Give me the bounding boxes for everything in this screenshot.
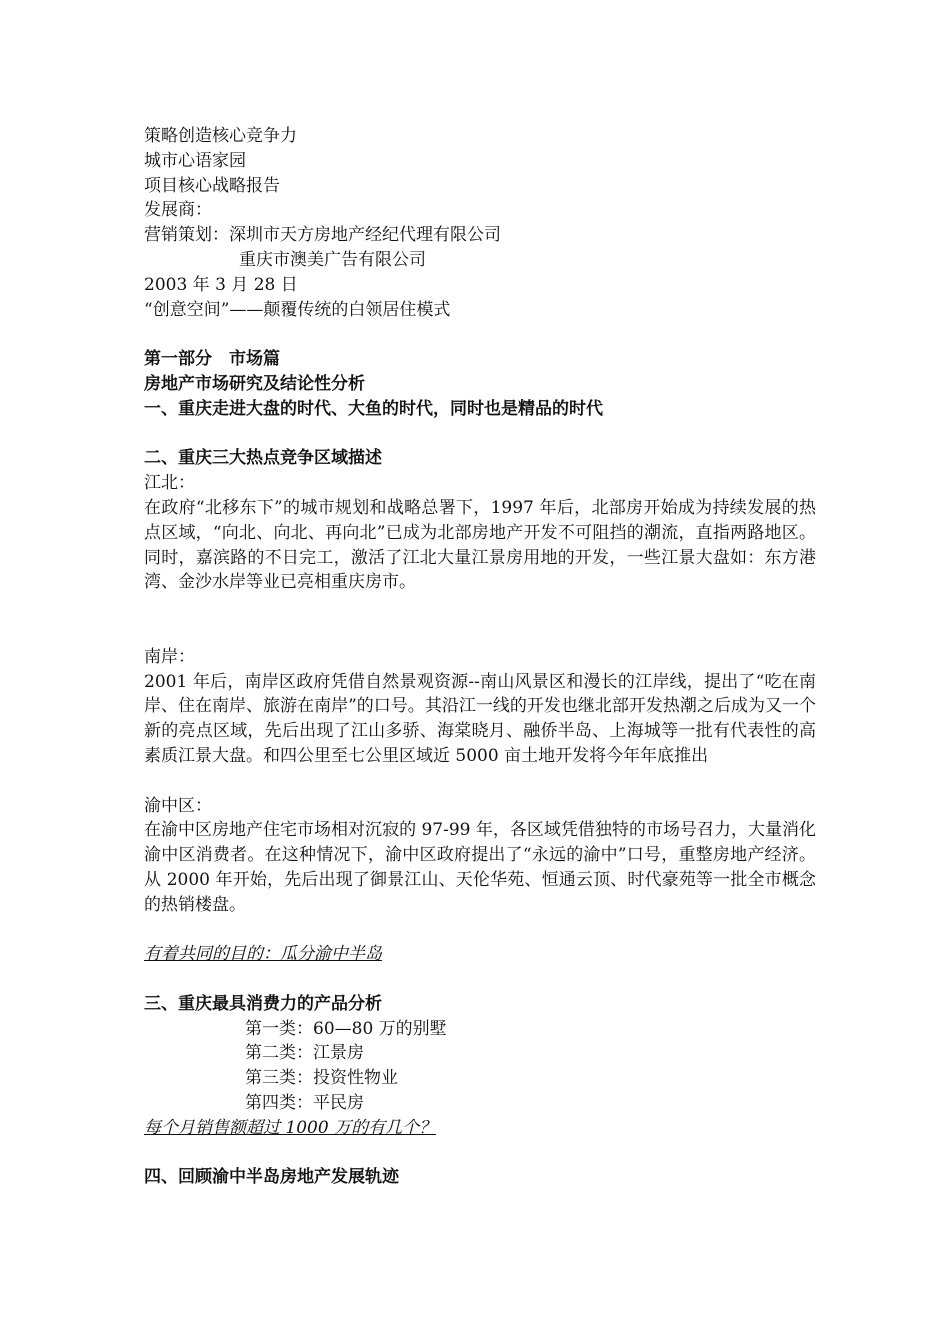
section-heading-2: 二、重庆三大热点竞争区域描述 [144, 448, 382, 469]
jiangbei-label: 江北： [144, 473, 195, 494]
yuzhong-label: 渝中区： [144, 795, 212, 816]
developer-label: 发展商： [144, 200, 212, 221]
yuzhong-paragraph: 在渝中区房地产住宅市场相对沉寂的 97-99 年，各区域凭借独特的市场号召力，大量消化渝中区消费者。在这种情况下，渝中区政府提出了“永远的渝中”口号，重整房地产经济。从 2000 年开始，先后出现了御景江山、天伦华苑、恒通云顶、时代豪苑等一批全市概念的热销楼盘。 [144, 820, 816, 915]
marketing-agency-2: 重庆市澳美广告有限公司 [239, 249, 426, 270]
conclusion-note: 有着共同的目的：瓜分渝中半岛 [144, 944, 382, 965]
nanan-paragraph: 2001 年后，南岸区政府凭借自然景观资源--南山风景区和漫长的江岸线，提出了“吃在南岸、住在南岸、旅游在南岸”的口号。其沿江一线的开发也继北部开发热潮之后成为又一个新的亮点区域，先后出现了江山多骄、海棠晓月、融侨半岛、上海城等一批有代表性的高素质江景大盘。和四公里至七公里区域近 5000 亩土地开发将今年年底推出 [144, 671, 816, 766]
section-heading-4: 四、回顾渝中半岛房地产发展轨迹 [144, 1167, 399, 1188]
sales-question: 每个月销售额超过 1000 万的有几个？ [144, 1117, 437, 1138]
product-type-3: 第三类：投资性物业 [245, 1068, 398, 1089]
product-type-2: 第二类：江景房 [245, 1043, 364, 1064]
product-type-1: 第一类：60—80 万的别墅 [245, 1018, 447, 1039]
nanan-label: 南岸： [144, 646, 195, 667]
marketing-agency: 营销策划：深圳市天方房地产经纪代理有限公司 [144, 225, 501, 246]
part-subtitle: 房地产市场研究及结论性分析 [144, 373, 365, 394]
section-heading-1: 一、重庆走进大盘的时代、大鱼的时代，同时也是精品的时代 [144, 398, 603, 419]
jiangbei-paragraph: 在政府“北移东下”的城市规划和战略总署下，1997 年后，北部房开始成为持续发展的热点区域，“向北、向北、再向北”已成为北部房地产开发不可阻挡的潮流，直指两路地区。同时，嘉滨路的不日完工，激活了江北大量江景房用地的开发，一些江景大盘如：东方港湾、金沙水岸等业已亮相重庆房市。 [144, 497, 816, 593]
cover-title-line1: 策略创造核心竞争力 [144, 126, 297, 146]
section-heading-3: 三、重庆最具消费力的产品分析 [144, 993, 382, 1014]
project-name: 城市心语家园 [144, 150, 246, 171]
slogan: “创意空间”——颠覆传统的白领居住模式 [144, 299, 451, 320]
report-title: 项目核心战略报告 [144, 175, 280, 196]
product-type-4: 第四类：平民房 [245, 1093, 364, 1114]
report-date: 2003 年 3 月 28 日 [144, 274, 298, 295]
part-title: 第一部分 市场篇 [144, 349, 280, 370]
document-page [144, 124, 824, 1190]
